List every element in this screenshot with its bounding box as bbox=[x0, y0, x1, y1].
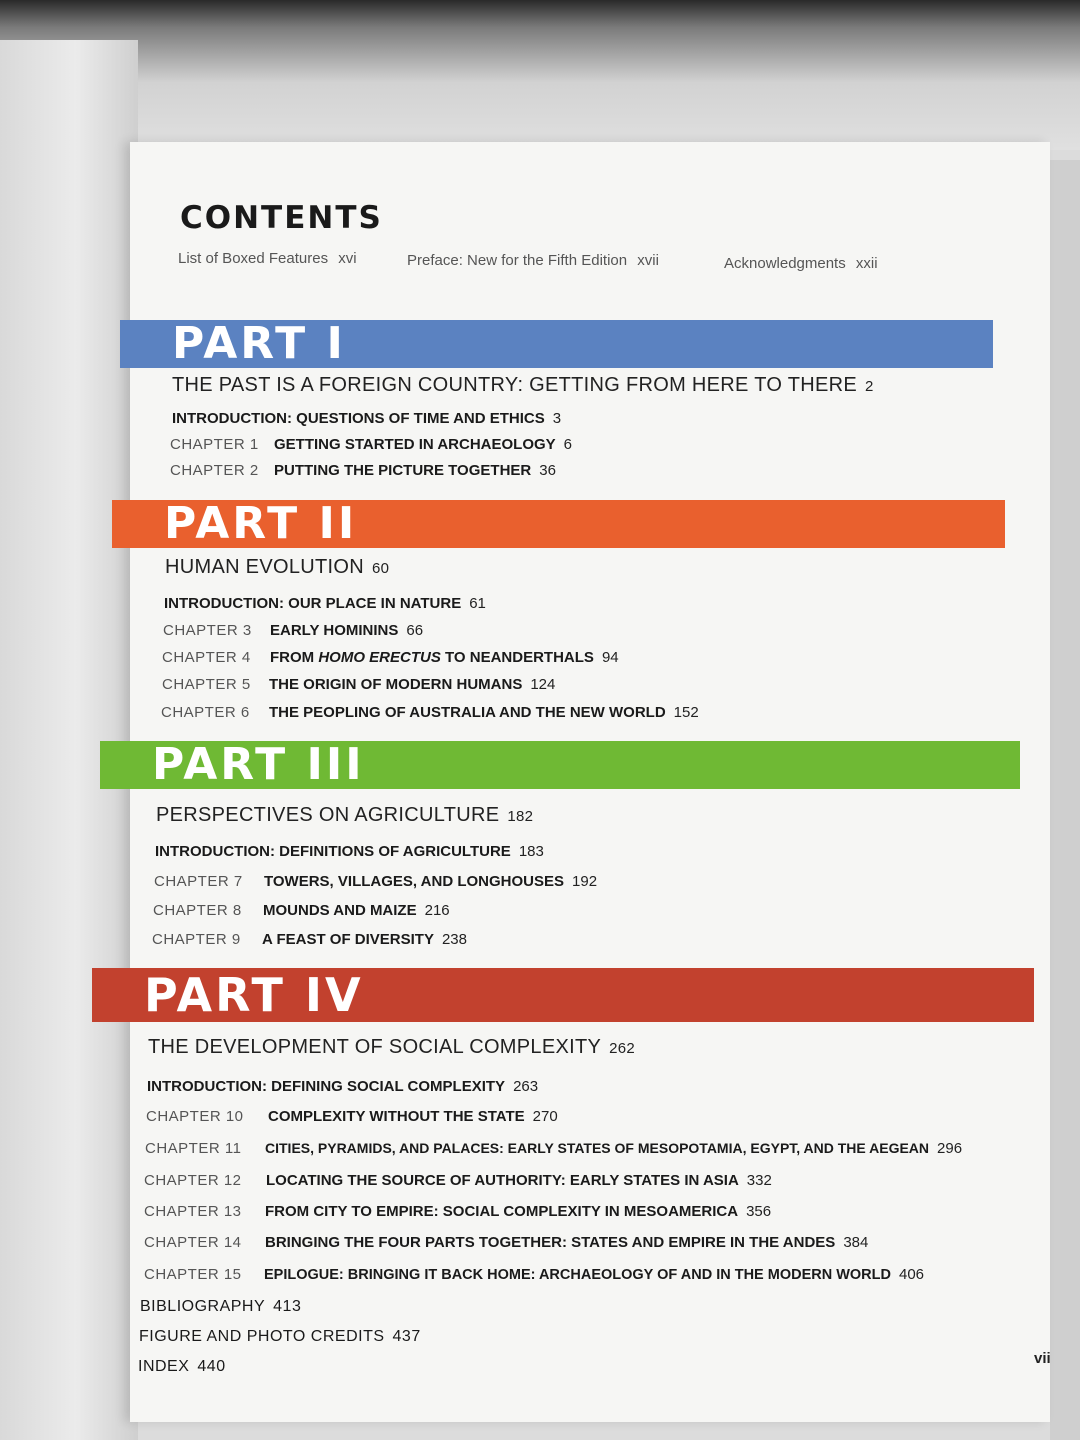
toc-entry bbox=[172, 410, 561, 427]
part-title bbox=[148, 1036, 635, 1059]
entry-title: PUTTING THE PICTURE TOGETHER bbox=[274, 462, 532, 479]
entry-title: COMPLEXITY WITHOUT THE STATE bbox=[268, 1108, 525, 1125]
entry-title-part: FROM bbox=[270, 649, 315, 666]
front-matter-label: List of Boxed Features bbox=[178, 250, 329, 267]
toc-entry bbox=[145, 1140, 962, 1157]
page-number: 384 bbox=[843, 1234, 869, 1251]
entry-title: INTRODUCTION: DEFINING SOCIAL COMPLEXITY bbox=[147, 1078, 506, 1095]
toc-entry bbox=[154, 873, 597, 890]
page-number: 182 bbox=[507, 808, 534, 825]
front-matter-item bbox=[724, 255, 878, 272]
toc-entry bbox=[170, 436, 572, 453]
chapter-label: CHAPTER 8 bbox=[153, 902, 242, 919]
entry-title: FROM CITY TO EMPIRE: SOCIAL COMPLEXITY IN MESOAMERICA bbox=[265, 1203, 739, 1220]
part-banner bbox=[112, 500, 1005, 548]
page-number: 413 bbox=[273, 1298, 302, 1315]
page-number: 238 bbox=[441, 931, 467, 948]
chapter-label: CHAPTER 6 bbox=[161, 704, 250, 721]
entry-title: CITIES, PYRAMIDS, AND PALACES: EARLY STATES OF MESOPOTAMIA, EGYPT, AND THE AEGEAN bbox=[265, 1140, 930, 1156]
toc-entry bbox=[146, 1108, 558, 1125]
chapter-label: CHAPTER 13 bbox=[144, 1203, 242, 1220]
toc-entry bbox=[170, 462, 556, 479]
chapter-label: CHAPTER 7 bbox=[154, 873, 243, 890]
toc-entry bbox=[144, 1203, 771, 1220]
part-title-text: HUMAN EVOLUTION bbox=[165, 556, 364, 578]
page-number: 406 bbox=[898, 1266, 925, 1283]
entry-title: EARLY HOMININS bbox=[270, 622, 399, 639]
toc-entry bbox=[144, 1266, 924, 1283]
entry-title bbox=[270, 649, 594, 666]
entry-title: BRINGING THE FOUR PARTS TOGETHER: STATES AND EMPIRE IN THE ANDES bbox=[265, 1234, 836, 1251]
back-matter-label: BIBLIOGRAPHY bbox=[140, 1298, 266, 1315]
part-banner-label: PART IV bbox=[144, 968, 364, 1022]
entry-title: THE PEOPLING OF AUSTRALIA AND THE NEW WORLD bbox=[269, 704, 666, 721]
toc-entry bbox=[164, 595, 486, 612]
entry-title-italic: HOMO ERECTUS bbox=[318, 649, 441, 666]
page-number: 262 bbox=[609, 1040, 636, 1057]
part-title-text: THE DEVELOPMENT OF SOCIAL COMPLEXITY bbox=[148, 1036, 602, 1058]
toc-entry bbox=[163, 622, 423, 639]
entry-title: GETTING STARTED IN ARCHAEOLOGY bbox=[274, 436, 556, 453]
page-number: 2 bbox=[864, 378, 874, 395]
part-title-text: THE PAST IS A FOREIGN COUNTRY: GETTING FROM HERE TO THERE bbox=[172, 374, 857, 396]
chapter-label: CHAPTER 10 bbox=[146, 1108, 244, 1125]
part-banner bbox=[120, 320, 993, 368]
part-banner-label: PART II bbox=[164, 498, 358, 549]
chapter-label: CHAPTER 4 bbox=[162, 649, 251, 666]
page-number: 152 bbox=[673, 704, 699, 721]
toc-entry bbox=[144, 1234, 868, 1251]
chapter-label: CHAPTER 12 bbox=[144, 1172, 242, 1189]
toc-entry bbox=[152, 931, 467, 948]
toc-entry bbox=[162, 649, 619, 666]
part-banner bbox=[92, 968, 1034, 1022]
chapter-label: CHAPTER 14 bbox=[144, 1234, 242, 1251]
chapter-label: CHAPTER 3 bbox=[163, 622, 252, 639]
front-matter-page: xvii bbox=[637, 252, 659, 269]
front-matter-label: Preface: New for the Fifth Edition bbox=[407, 252, 628, 269]
front-matter-item bbox=[178, 250, 357, 267]
entry-title: EPILOGUE: BRINGING IT BACK HOME: ARCHAEOLOGY OF AND IN THE MODERN WORLD bbox=[264, 1267, 891, 1283]
entry-title: THE ORIGIN OF MODERN HUMANS bbox=[269, 676, 523, 693]
page-number: 94 bbox=[601, 649, 619, 666]
toc-entry bbox=[155, 843, 544, 860]
toc-entry bbox=[162, 676, 555, 693]
front-matter-item bbox=[407, 252, 659, 269]
page-number: 3 bbox=[552, 410, 562, 427]
page-number: 192 bbox=[572, 873, 598, 890]
page-number: 270 bbox=[532, 1108, 558, 1125]
page-number: 332 bbox=[746, 1172, 772, 1189]
page-number: 440 bbox=[197, 1358, 226, 1375]
entry-title: INTRODUCTION: QUESTIONS OF TIME AND ETHICS bbox=[172, 410, 545, 427]
front-matter-label: Acknowledgments bbox=[724, 255, 846, 272]
page-folio: vii bbox=[1034, 1350, 1051, 1367]
page-number: 60 bbox=[371, 560, 390, 577]
entry-title: LOCATING THE SOURCE OF AUTHORITY: EARLY STATES IN ASIA bbox=[266, 1172, 739, 1189]
entry-title: TOWERS, VILLAGES, AND LONGHOUSES bbox=[264, 873, 565, 890]
page-number: 61 bbox=[469, 595, 486, 612]
page-number: 6 bbox=[563, 436, 573, 453]
page-number: 296 bbox=[937, 1140, 963, 1157]
chapter-label: CHAPTER 1 bbox=[170, 436, 259, 453]
toc-entry bbox=[161, 704, 699, 721]
part-title-text: PERSPECTIVES ON AGRICULTURE bbox=[156, 804, 500, 826]
part-banner-label: PART III bbox=[152, 739, 365, 790]
page-number: 183 bbox=[518, 843, 544, 860]
toc-entry bbox=[144, 1172, 772, 1189]
part-title bbox=[156, 804, 533, 827]
back-matter-label: FIGURE AND PHOTO CREDITS bbox=[139, 1328, 385, 1345]
page-number: 437 bbox=[392, 1328, 421, 1345]
back-matter-item bbox=[140, 1298, 301, 1316]
chapter-label: CHAPTER 15 bbox=[144, 1266, 242, 1283]
entry-title: INTRODUCTION: OUR PLACE IN NATURE bbox=[164, 595, 462, 612]
back-matter-item bbox=[139, 1328, 421, 1346]
toc-entry bbox=[147, 1078, 538, 1095]
page-number: 356 bbox=[746, 1203, 772, 1220]
chapter-label: CHAPTER 11 bbox=[145, 1140, 242, 1157]
page-number: 216 bbox=[424, 902, 450, 919]
part-title bbox=[172, 374, 874, 397]
entry-title: A FEAST OF DIVERSITY bbox=[262, 931, 434, 948]
chapter-label: CHAPTER 9 bbox=[152, 931, 241, 948]
part-banner bbox=[100, 741, 1020, 789]
page-number: 36 bbox=[539, 462, 556, 479]
page-number: 124 bbox=[530, 676, 556, 693]
part-banner-label: PART I bbox=[172, 318, 346, 369]
page-number: 263 bbox=[513, 1078, 539, 1095]
back-matter-item bbox=[138, 1358, 226, 1376]
back-matter-label: INDEX bbox=[138, 1358, 190, 1375]
page-number: 66 bbox=[406, 622, 424, 639]
front-matter-page: xvi bbox=[338, 250, 357, 267]
contents-title: CONTENTS bbox=[180, 200, 383, 236]
entry-title: MOUNDS AND MAIZE bbox=[263, 902, 417, 919]
front-matter-page: xxii bbox=[855, 255, 878, 272]
toc-entry bbox=[153, 902, 450, 919]
entry-title: INTRODUCTION: DEFINITIONS OF AGRICULTURE bbox=[155, 843, 511, 860]
entry-title-part: TO NEANDERTHALS bbox=[445, 649, 594, 666]
chapter-label: CHAPTER 2 bbox=[170, 462, 259, 479]
chapter-label: CHAPTER 5 bbox=[162, 676, 251, 693]
part-title bbox=[165, 556, 389, 579]
